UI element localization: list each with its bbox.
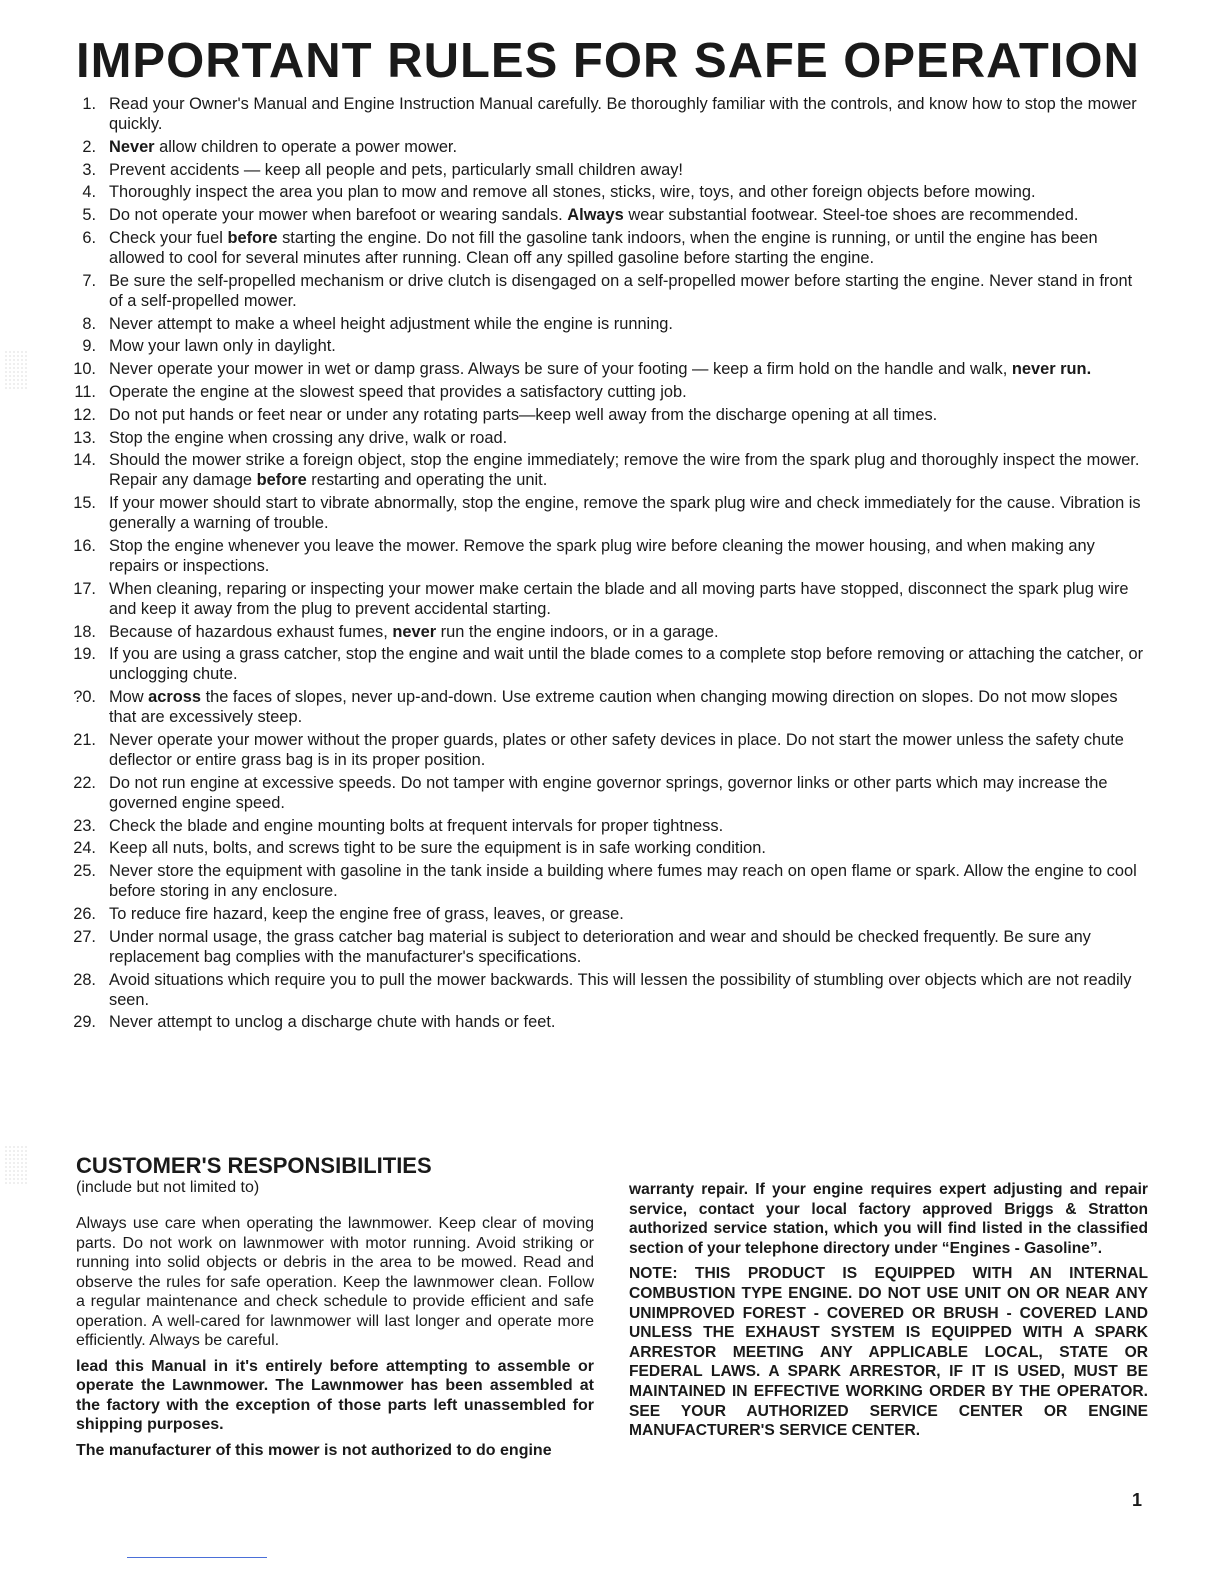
rule-number: 2. [82,137,96,156]
rule-item [60,205,1148,225]
rule-number: 15. [73,494,96,513]
rule-item [60,493,1148,533]
rule-item [60,450,1148,490]
rule-number: 3. [82,160,96,179]
rule-item [60,382,1148,402]
rule-text: Never attempt to make a wheel height adjustment while the engine is running. [109,314,673,333]
left-column [76,1214,594,1466]
rule-text: Should the mower strike a foreign object, stop the engine immediately; remove the wire from the spark plug and thoroughly inspect the mower. Repair any damage before restarting and operating the unit. [109,451,1140,490]
rule-number: 29. [73,1013,96,1032]
rule-number: 19. [73,645,96,664]
rule-item [60,838,1148,858]
rule-number: 11. [74,382,96,401]
rule-number: 22. [73,773,96,792]
scan-artifact-dots [4,350,28,390]
rule-number: 27. [73,927,96,946]
rule-item [60,428,1148,448]
scan-artifact-dots [4,1145,28,1185]
rule-text: Prevent accidents — keep all people and pets, particularly small children away! [109,160,683,179]
rule-text: Do not run engine at excessive speeds. Do not tamper with engine governor springs, governor links or other parts which may increase the governed engine speed. [109,773,1108,812]
rule-number: 10. [73,360,96,379]
rule-number: 7. [82,271,96,290]
rule-number: 4. [82,183,96,202]
right-column [629,1180,1148,1447]
rule-number: ?0. [73,688,96,707]
rule-item [60,228,1148,268]
rule-item [60,1012,1148,1032]
rule-text: To reduce fire hazard, keep the engine free of grass, leaves, or grease. [109,904,624,923]
rule-item [60,622,1148,642]
rule-text: Under normal usage, the grass catcher bag material is subject to deterioration and wear and should be checked frequently. Be sure any replacement bag complies with the manufacturer's specifications. [109,927,1091,966]
rule-number: 24. [73,839,96,858]
rule-number: 25. [73,862,96,881]
rule-text: Never operate your mower in wet or damp grass. Always be sure of your footing — keep a firm hold on the handle and walk, never run. [109,360,1092,379]
rule-item [60,687,1148,727]
page-number: 1 [1132,1490,1143,1510]
rule-text: Thoroughly inspect the area you plan to mow and remove all stones, sticks, wire, toys, and other foreign objects before mowing. [109,183,1036,202]
rule-text: Check your fuel before starting the engine. Do not fill the gasoline tank indoors, when the engine is running, or until the engine has been allowed to cool for several minutes after running. Clean off any spilled gasoline before starting the engine. [109,228,1098,267]
rule-text: Stop the engine when crossing any drive, walk or road. [109,428,508,447]
rule-number: 17. [73,579,96,598]
rule-number: 1. [82,95,96,113]
rule-text: Never attempt to unclog a discharge chute with hands or feet. [109,1013,556,1032]
rule-item [60,336,1148,356]
rule-item [60,160,1148,180]
rule-item [60,773,1148,813]
rule-text: Avoid situations which require you to pull the mower backwards. This will lessen the possibility of stumbling over objects which are not readily seen. [109,970,1132,1009]
rule-number: 8. [82,314,96,333]
rule-item [60,861,1148,901]
rule-text: Check the blade and engine mounting bolts at frequent intervals for proper tightness. [109,816,724,835]
rule-number: 12. [73,405,96,424]
rule-item [60,405,1148,425]
care-paragraph: Always use care when operating the lawnmower. Keep clear of moving parts. Do not work on lawnmower with motor running. Avoid striking or running into solid objects or debris in the area to be mowed. Read and observe the rules for safe operation. Keep the lawnmower clean. Follow a regular maintenance and check schedule to provide efficient and safe operation. A well-cared for lawnmower will last longer and operate more efficiently. Always be careful. [76,1215,594,1349]
rule-text: Read your Owner's Manual and Engine Instruction Manual carefully. Be thoroughly familiar with the controls, and know how to stop the mower quickly. [109,95,1137,133]
read-manual-paragraph: lead this Manual in it's entirely before attempting to assemble or operate the Lawnmower. The Lawnmower has been assembled at the factory with the exception of those parts left unassembled for shipping purposes. [76,1357,594,1433]
rule-number: 5. [82,206,96,225]
rule-text: Keep all nuts, bolts, and screws tight to be sure the equipment is in safe working condition. [109,839,766,858]
rule-number: 16. [73,536,96,555]
rule-item [60,359,1148,379]
rule-text: Operate the engine at the slowest speed that provides a satisfactory cutting job. [109,382,687,401]
safety-rules-list [60,94,1148,1035]
rule-number: 6. [82,228,96,247]
rule-number: 18. [73,622,96,641]
customer-responsibilities-subheading: (include but not limited to) [76,1179,260,1196]
scan-artifact-line [127,1557,267,1558]
rule-item [60,137,1148,157]
rule-text: Do not operate your mower when barefoot or wearing sandals. Always wear substantial footwear. Steel-toe shoes are recommended. [109,206,1079,225]
rule-item [60,644,1148,684]
rule-number: 26. [73,904,96,923]
rule-item [60,927,1148,967]
rule-number: 21. [73,730,96,749]
spark-arrestor-note: NOTE: THIS PRODUCT IS EQUIPPED WITH AN INTERNAL COMBUSTION TYPE ENGINE. DO NOT USE UNIT ON OR NEAR ANY UNIMPROVED FOREST - COVERED OR BRUSH - COVERED LAND UNLESS THE EXHAUST SYSTEM IS EQUIPPED WITH A SPARK ARRESTOR MEETING ANY APPLICABLE LOCAL, STATE OR FEDERAL LAWS. A SPARK ARRESTOR, IF IT IS USED, MUST BE MAINTAINED IN EFFECTIVE WORKING ORDER BY THE OPERATOR. SEE YOUR AUTHORIZED SERVICE CENTER OR ENGINE MANUFACTURER'S SERVICE CENTER. [629,1265,1148,1440]
rule-item [60,314,1148,334]
rule-item [60,904,1148,924]
rule-item [60,579,1148,619]
rule-text: Mow across the faces of slopes, never up-and-down. Use extreme caution when changing mowing direction on slopes. Do not mow slopes that are excessively steep. [109,688,1118,727]
rule-item [60,182,1148,202]
rule-text: Mow your lawn only in daylight. [109,337,336,356]
rule-number: 13. [73,428,96,447]
rule-text: If you are using a grass catcher, stop the engine and wait until the blade comes to a complete stop before removing or attaching the catcher, or unclogging chute. [109,645,1144,684]
rule-item [60,816,1148,836]
rule-text: Stop the engine whenever you leave the mower. Remove the spark plug wire before cleaning the mower housing, and when making any repairs or inspections. [109,536,1095,575]
warranty-paragraph: warranty repair. If your engine requires expert adjusting and repair service, contact your local factory approved Briggs & Stratton authorized service station, which you will find listed in the classified section of your telephone directory under “Engines - Gasoline”. [629,1181,1148,1257]
rule-item [60,730,1148,770]
rule-text: Because of hazardous exhaust fumes, never run the engine indoors, or in a garage. [109,622,719,641]
rule-text: Never allow children to operate a power mower. [109,137,458,156]
rule-item [60,94,1148,134]
rule-text: If your mower should start to vibrate abnormally, stop the engine, remove the spark plug wire and check immediately for the cause. Vibration is generally a warning of trouble. [109,494,1141,533]
rule-text: Never store the equipment with gasoline in the tank inside a building where fumes may reach on open flame or spark. Allow the engine to cool before storing in any enclosure. [109,862,1137,901]
rule-number: 23. [73,816,96,835]
rule-item [60,536,1148,576]
page-title: IMPORTANT RULES FOR SAFE OPERATION [76,34,1140,88]
rule-item [60,970,1148,1010]
rule-text: Be sure the self-propelled mechanism or drive clutch is disengaged on a self-propelled mower before starting the engine. Never stand in front of a self-propelled mower. [109,271,1133,310]
rule-text: Never operate your mower without the proper guards, plates or other safety devices in place. Do not start the mower unless the safety chute deflector or entire grass bag is in its proper position. [109,730,1124,769]
manufacturer-paragraph: The manufacturer of this mower is not authorized to do engine [76,1441,552,1459]
rule-item [60,271,1148,311]
rule-text: When cleaning, reparing or inspecting your mower make certain the blade and all moving parts have stopped, disconnect the spark plug wire and keep it away from the plug to prevent accidental starting. [109,579,1129,618]
rule-number: 9. [82,337,96,356]
rule-number: 14. [73,451,96,470]
rule-text: Do not put hands or feet near or under any rotating parts—keep well away from the discharge opening at all times. [109,405,938,424]
rule-number: 28. [73,970,96,989]
customer-responsibilities-heading: CUSTOMER'S RESPONSIBILITIES [76,1153,432,1178]
